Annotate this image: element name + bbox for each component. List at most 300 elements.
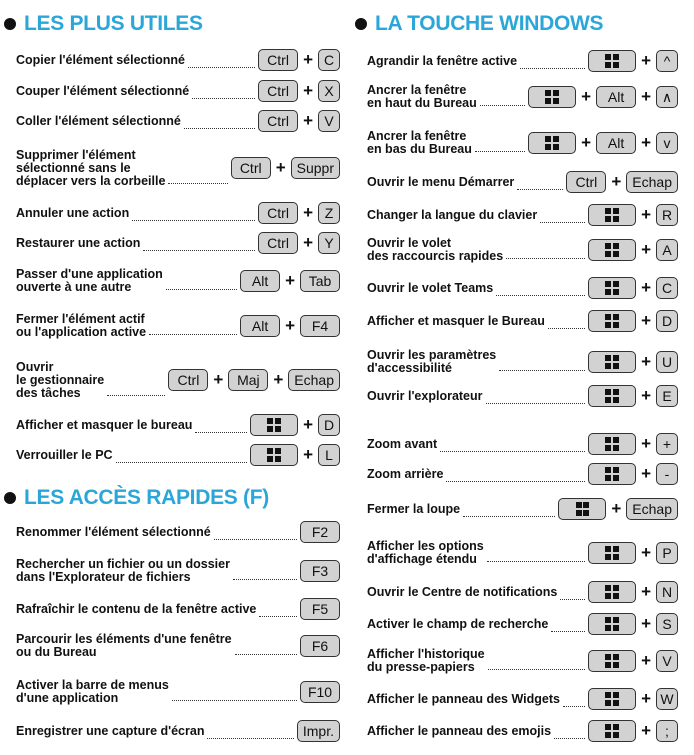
dotted-leader bbox=[506, 258, 585, 259]
windows-key bbox=[588, 463, 636, 485]
shortcut-label-line: des raccourcis rapides bbox=[367, 249, 504, 263]
keyboard-key: Echap bbox=[626, 171, 678, 193]
shortcut-label bbox=[367, 648, 485, 674]
shortcut-label-line: Ouvrir le menu Démarrer bbox=[367, 174, 515, 189]
shortcut-row bbox=[0, 201, 344, 225]
windows-logo-icon bbox=[605, 437, 619, 451]
shortcut-label bbox=[16, 526, 211, 539]
windows-key bbox=[588, 581, 636, 603]
plus-sign: + bbox=[275, 158, 286, 177]
shortcut-label bbox=[16, 449, 113, 462]
windows-logo-icon bbox=[605, 546, 619, 560]
key-combination bbox=[588, 613, 678, 635]
keyboard-key: L bbox=[318, 444, 340, 466]
shortcut-label bbox=[367, 725, 551, 738]
shortcut-label bbox=[367, 618, 548, 631]
key-combination bbox=[588, 463, 678, 485]
plus-sign: + bbox=[303, 445, 313, 464]
plus-sign: + bbox=[641, 51, 651, 70]
shortcut-row bbox=[351, 237, 694, 263]
shortcut-label-line: ouverte à une autre bbox=[16, 280, 132, 294]
shortcut-label-line: Rechercher un fichier ou un dossier bbox=[16, 557, 230, 571]
keyboard-key: N bbox=[656, 581, 678, 603]
windows-logo-icon bbox=[605, 654, 619, 668]
shortcut-label bbox=[16, 725, 204, 738]
keyboard-key: W bbox=[656, 688, 678, 710]
keyboard-key: Tab bbox=[300, 270, 340, 292]
shortcut-label-line: Afficher et masquer le bureau bbox=[16, 417, 193, 432]
windows-key bbox=[250, 444, 298, 466]
dotted-leader bbox=[259, 616, 297, 617]
plus-sign: + bbox=[285, 271, 295, 290]
keyboard-key: C bbox=[656, 277, 678, 299]
keyboard-key: F2 bbox=[300, 521, 340, 543]
windows-key bbox=[588, 204, 636, 226]
windows-key bbox=[588, 277, 636, 299]
dotted-leader bbox=[496, 295, 585, 296]
dotted-leader bbox=[214, 539, 297, 540]
plus-sign: + bbox=[303, 50, 313, 69]
shortcut-label bbox=[367, 438, 437, 451]
dotted-leader bbox=[188, 67, 255, 68]
shortcut-label-line: Annuler une action bbox=[16, 205, 130, 220]
windows-logo-icon bbox=[605, 692, 619, 706]
key-combination bbox=[528, 86, 678, 108]
dotted-leader bbox=[107, 395, 165, 396]
shortcut-label-line: Afficher le panneau des emojis bbox=[367, 723, 552, 738]
shortcut-label bbox=[16, 207, 129, 220]
key-combination bbox=[588, 433, 678, 455]
keyboard-key: C bbox=[318, 49, 340, 71]
shortcut-label-line: d'accessibilité bbox=[367, 361, 452, 375]
key-combination bbox=[300, 681, 340, 703]
bullet-icon bbox=[4, 492, 16, 504]
keyboard-key: V bbox=[656, 650, 678, 672]
plus-sign: + bbox=[641, 689, 651, 708]
plus-sign: + bbox=[641, 582, 651, 601]
shortcut-label bbox=[16, 149, 165, 188]
keyboard-key: P bbox=[656, 542, 678, 564]
shortcut-row bbox=[351, 719, 694, 743]
shortcut-row bbox=[351, 540, 694, 566]
shortcut-label bbox=[367, 282, 493, 295]
dotted-leader bbox=[480, 105, 525, 106]
dotted-leader bbox=[520, 68, 585, 69]
windows-logo-icon bbox=[605, 467, 619, 481]
dotted-leader bbox=[446, 481, 585, 482]
key-combination bbox=[300, 521, 340, 543]
shortcut-label-line: des tâches bbox=[16, 385, 81, 400]
shortcut-row bbox=[351, 170, 694, 194]
shortcut-label bbox=[16, 603, 256, 616]
shortcut-label bbox=[367, 503, 460, 516]
windows-logo-icon bbox=[605, 243, 619, 257]
shortcut-row bbox=[0, 79, 344, 103]
keyboard-key: Ctrl bbox=[258, 110, 298, 132]
dotted-leader bbox=[463, 516, 555, 517]
shortcut-label-line: sélectionné sans le bbox=[16, 160, 131, 175]
plus-sign: + bbox=[303, 203, 313, 222]
keyboard-key: Alt bbox=[240, 315, 280, 337]
keyboard-key: X bbox=[318, 80, 340, 102]
shortcut-label-line: d'affichage étendu bbox=[367, 552, 477, 566]
windows-key bbox=[558, 498, 606, 520]
keyboard-key: F6 bbox=[300, 635, 340, 657]
shortcut-label bbox=[367, 237, 503, 263]
dotted-leader bbox=[172, 700, 297, 701]
windows-key bbox=[588, 688, 636, 710]
shortcut-label-line: ou l'application active bbox=[16, 325, 147, 339]
plus-sign: + bbox=[641, 133, 651, 152]
shortcut-label-line: Ouvrir les paramètres bbox=[367, 348, 497, 362]
keyboard-key: Alt bbox=[240, 270, 280, 292]
plus-sign: + bbox=[641, 614, 651, 633]
plus-sign: + bbox=[641, 278, 651, 297]
keyboard-key: Ctrl bbox=[168, 369, 208, 391]
keyboard-key: ^ bbox=[656, 50, 678, 72]
shortcut-label bbox=[367, 84, 477, 110]
shortcut-label-line: Ancrer la fenêtre bbox=[367, 129, 467, 143]
shortcut-label-line: dans l'Explorateur de fichiers bbox=[16, 570, 191, 584]
dotted-leader bbox=[132, 220, 255, 221]
windows-logo-icon bbox=[605, 208, 619, 222]
keyboard-key: Alt bbox=[596, 86, 636, 108]
key-combination bbox=[258, 110, 340, 132]
windows-key bbox=[588, 351, 636, 373]
shortcut-row bbox=[351, 687, 694, 711]
shortcut-row bbox=[0, 719, 344, 743]
shortcut-row bbox=[0, 413, 344, 437]
shortcut-label-line: Ouvrir le volet Teams bbox=[367, 280, 494, 295]
key-combination bbox=[240, 270, 340, 292]
shortcut-label bbox=[16, 115, 181, 128]
shortcut-label-line: Activer le champ de recherche bbox=[367, 616, 549, 631]
shortcut-label bbox=[16, 679, 169, 705]
plus-sign: + bbox=[641, 205, 651, 224]
shortcut-label-line: Activer la barre de menus bbox=[16, 678, 169, 692]
plus-sign: + bbox=[641, 87, 651, 106]
keyboard-key: U bbox=[656, 351, 678, 373]
shortcut-row bbox=[0, 109, 344, 133]
bullet-icon bbox=[4, 18, 16, 30]
plus-sign: + bbox=[273, 370, 284, 389]
keyboard-key: v bbox=[656, 132, 678, 154]
shortcut-label bbox=[367, 209, 537, 222]
plus-sign: + bbox=[641, 721, 651, 740]
dotted-leader bbox=[166, 289, 237, 290]
windows-logo-icon bbox=[545, 136, 559, 150]
plus-sign: + bbox=[641, 311, 651, 330]
shortcut-label-line: Verrouiller le PC bbox=[16, 447, 113, 462]
windows-key bbox=[588, 433, 636, 455]
shortcut-label bbox=[16, 268, 163, 294]
key-combination bbox=[297, 720, 340, 742]
section-title-text: LES ACCÈS RAPIDES (F) bbox=[24, 486, 269, 509]
shortcut-label-line: en haut du Bureau bbox=[367, 96, 477, 110]
plus-sign: + bbox=[581, 87, 592, 106]
keyboard-key: E bbox=[656, 385, 678, 407]
shortcut-row bbox=[351, 49, 694, 73]
shortcut-label-line: ou du Bureau bbox=[16, 645, 97, 659]
keyboard-key: D bbox=[318, 414, 340, 436]
windows-logo-icon bbox=[605, 281, 619, 295]
keyboard-key: ; bbox=[656, 720, 678, 742]
shortcut-label-line: Afficher le panneau des Widgets bbox=[367, 691, 560, 706]
plus-sign: + bbox=[303, 415, 313, 434]
dotted-leader bbox=[233, 579, 297, 580]
shortcut-label-line: Enregistrer une capture d'écran bbox=[16, 723, 205, 738]
section-title-touche-windows bbox=[355, 12, 603, 36]
shortcut-label-line: Passer d'une application bbox=[16, 267, 163, 281]
key-combination bbox=[588, 204, 678, 226]
windows-logo-icon bbox=[267, 418, 281, 432]
shortcut-label-line: Couper l'élément sélectionné bbox=[16, 83, 190, 98]
key-combination bbox=[566, 171, 678, 193]
section-title-plus-utiles bbox=[4, 12, 203, 36]
windows-logo-icon bbox=[605, 585, 619, 599]
keyboard-key: F5 bbox=[300, 598, 340, 620]
shortcut-row bbox=[351, 130, 694, 156]
key-combination bbox=[300, 635, 340, 657]
windows-key bbox=[588, 650, 636, 672]
dotted-leader bbox=[440, 451, 585, 452]
shortcut-label bbox=[16, 419, 192, 432]
keyboard-key: Ctrl bbox=[258, 202, 298, 224]
windows-key bbox=[588, 385, 636, 407]
keyboard-key: F10 bbox=[300, 681, 340, 703]
key-combination bbox=[240, 315, 340, 337]
shortcut-label bbox=[16, 633, 232, 659]
windows-key bbox=[588, 613, 636, 635]
shortcut-label-line: Restaurer une action bbox=[16, 235, 141, 250]
dotted-leader bbox=[143, 250, 255, 251]
dotted-leader bbox=[560, 599, 585, 600]
key-combination bbox=[588, 650, 678, 672]
keyboard-key: F3 bbox=[300, 560, 340, 582]
shortcut-label-line: en bas du Bureau bbox=[367, 142, 472, 156]
shortcut-label-line: Afficher l'historique bbox=[367, 647, 485, 661]
keyboard-key: Maj bbox=[228, 369, 268, 391]
shortcut-row bbox=[351, 384, 694, 408]
key-combination bbox=[588, 581, 678, 603]
shortcut-label bbox=[16, 54, 185, 67]
shortcut-label-line: Parcourir les éléments d'une fenêtre bbox=[16, 632, 232, 646]
shortcut-label bbox=[16, 558, 230, 584]
shortcut-label-line: Zoom arrière bbox=[367, 466, 444, 481]
keyboard-key: Suppr bbox=[291, 157, 340, 179]
shortcut-row bbox=[351, 203, 694, 227]
keyboard-key: Ctrl bbox=[231, 157, 271, 179]
plus-sign: + bbox=[641, 543, 651, 562]
shortcut-label-line: Zoom avant bbox=[367, 436, 438, 451]
windows-logo-icon bbox=[576, 502, 590, 516]
keyboard-key: Z bbox=[318, 202, 340, 224]
dotted-leader bbox=[486, 403, 586, 404]
dotted-leader bbox=[563, 706, 585, 707]
shortcut-label bbox=[16, 237, 140, 250]
shortcut-label-line: Agrandir la fenêtre active bbox=[367, 53, 518, 68]
shortcut-row bbox=[0, 558, 344, 584]
keyboard-key: Ctrl bbox=[258, 80, 298, 102]
shortcut-label-line: Changer la langue du clavier bbox=[367, 207, 538, 222]
keyboard-key: + bbox=[656, 433, 678, 455]
key-combination bbox=[588, 542, 678, 564]
shortcut-label-line: Ouvrir le volet bbox=[367, 236, 452, 250]
shortcut-label-line: Ouvrir bbox=[16, 359, 54, 374]
shortcut-row bbox=[351, 349, 694, 375]
plus-sign: + bbox=[213, 370, 224, 389]
shortcut-label-line: Ouvrir l'explorateur bbox=[367, 388, 483, 403]
plus-sign: + bbox=[303, 81, 313, 100]
key-combination bbox=[250, 414, 340, 436]
dotted-leader bbox=[475, 151, 525, 152]
key-combination bbox=[588, 239, 678, 261]
dotted-leader bbox=[540, 222, 585, 223]
shortcut-label-line: Coller l'élément sélectionné bbox=[16, 113, 181, 128]
keyboard-key: S bbox=[656, 613, 678, 635]
shortcut-row bbox=[351, 462, 694, 486]
shortcut-label-line: Copier l'élément sélectionné bbox=[16, 52, 185, 67]
shortcut-row bbox=[0, 313, 344, 339]
shortcut-row bbox=[0, 679, 344, 705]
keyboard-key: ∧ bbox=[656, 86, 678, 108]
dotted-leader bbox=[149, 334, 237, 335]
key-combination bbox=[588, 720, 678, 742]
plus-sign: + bbox=[611, 172, 622, 191]
dotted-leader bbox=[235, 654, 297, 655]
shortcut-label bbox=[16, 85, 189, 98]
key-combination bbox=[258, 232, 340, 254]
shortcut-label-line: le gestionnaire bbox=[16, 372, 105, 387]
dotted-leader bbox=[116, 462, 247, 463]
shortcut-row bbox=[0, 361, 344, 400]
shortcut-row bbox=[0, 520, 344, 544]
key-combination bbox=[258, 80, 340, 102]
dotted-leader bbox=[488, 669, 585, 670]
keyboard-key: - bbox=[656, 463, 678, 485]
shortcut-label bbox=[367, 130, 472, 156]
key-combination bbox=[258, 49, 340, 71]
keyboard-key: Y bbox=[318, 232, 340, 254]
dotted-leader bbox=[548, 328, 585, 329]
shortcut-row bbox=[351, 580, 694, 604]
key-combination bbox=[588, 351, 678, 373]
shortcut-label-line: Renommer l'élément sélectionné bbox=[16, 524, 211, 539]
key-combination bbox=[528, 132, 678, 154]
shortcut-label bbox=[367, 540, 484, 566]
key-combination bbox=[258, 202, 340, 224]
shortcut-label-line: d'une application bbox=[16, 691, 119, 705]
key-combination bbox=[588, 688, 678, 710]
shortcut-label-line: Fermer la loupe bbox=[367, 501, 461, 516]
shortcut-row bbox=[0, 48, 344, 72]
shortcut-row bbox=[351, 84, 694, 110]
keyboard-key: V bbox=[318, 110, 340, 132]
windows-logo-icon bbox=[605, 389, 619, 403]
dotted-leader bbox=[168, 183, 227, 184]
shortcut-label bbox=[367, 55, 517, 68]
dotted-leader bbox=[487, 561, 585, 562]
key-combination bbox=[588, 50, 678, 72]
key-combination bbox=[168, 369, 340, 391]
dotted-leader bbox=[499, 370, 585, 371]
shortcut-label bbox=[367, 586, 557, 599]
key-combination bbox=[588, 385, 678, 407]
key-combination bbox=[588, 277, 678, 299]
windows-logo-icon bbox=[545, 90, 559, 104]
key-combination bbox=[231, 157, 340, 179]
shortcut-label-line: Supprimer l'élément bbox=[16, 147, 136, 162]
key-combination bbox=[300, 598, 340, 620]
dotted-leader bbox=[184, 128, 255, 129]
windows-key bbox=[588, 720, 636, 742]
shortcut-label-line: du presse-papiers bbox=[367, 660, 475, 674]
plus-sign: + bbox=[611, 499, 622, 518]
shortcut-label-line: Afficher et masquer le Bureau bbox=[367, 313, 545, 328]
plus-sign: + bbox=[641, 352, 651, 371]
keyboard-key: Ctrl bbox=[566, 171, 606, 193]
key-combination bbox=[588, 310, 678, 332]
plus-sign: + bbox=[641, 240, 651, 259]
shortcut-label bbox=[367, 349, 496, 375]
plus-sign: + bbox=[303, 111, 313, 130]
bullet-icon bbox=[355, 18, 367, 30]
shortcut-row bbox=[351, 612, 694, 636]
shortcut-row bbox=[351, 497, 694, 521]
shortcut-row bbox=[0, 597, 344, 621]
plus-sign: + bbox=[641, 434, 651, 453]
keyboard-key: Alt bbox=[596, 132, 636, 154]
keyboard-key: F4 bbox=[300, 315, 340, 337]
dotted-leader bbox=[207, 738, 293, 739]
keyboard-key: Ctrl bbox=[258, 49, 298, 71]
shortcut-label-line: Rafraîchir le contenu de la fenêtre active bbox=[16, 601, 257, 616]
plus-sign: + bbox=[285, 316, 295, 335]
plus-sign: + bbox=[641, 464, 651, 483]
plus-sign: + bbox=[641, 386, 651, 405]
windows-logo-icon bbox=[605, 355, 619, 369]
key-combination bbox=[558, 498, 678, 520]
keyboard-key: Ctrl bbox=[258, 232, 298, 254]
section-title-text: LA TOUCHE WINDOWS bbox=[375, 12, 604, 35]
shortcut-row bbox=[351, 309, 694, 333]
shortcut-row bbox=[0, 149, 344, 188]
windows-logo-icon bbox=[267, 448, 281, 462]
shortcut-label bbox=[367, 693, 560, 706]
windows-key bbox=[588, 542, 636, 564]
windows-key bbox=[528, 86, 576, 108]
shortcut-row bbox=[351, 648, 694, 674]
windows-logo-icon bbox=[605, 314, 619, 328]
windows-logo-icon bbox=[605, 54, 619, 68]
plus-sign: + bbox=[303, 233, 313, 252]
shortcut-label bbox=[367, 390, 483, 403]
key-combination bbox=[250, 444, 340, 466]
keyboard-key: D bbox=[656, 310, 678, 332]
plus-sign: + bbox=[641, 651, 651, 670]
key-combination bbox=[300, 560, 340, 582]
shortcut-row bbox=[351, 432, 694, 456]
dotted-leader bbox=[551, 631, 585, 632]
windows-logo-icon bbox=[605, 724, 619, 738]
windows-key bbox=[528, 132, 576, 154]
windows-key bbox=[588, 50, 636, 72]
shortcut-label bbox=[367, 468, 443, 481]
section-title-text: LES PLUS UTILES bbox=[24, 12, 203, 35]
section-title-acces-rapides bbox=[4, 486, 269, 510]
shortcut-row bbox=[0, 443, 344, 467]
shortcut-row bbox=[0, 268, 344, 294]
